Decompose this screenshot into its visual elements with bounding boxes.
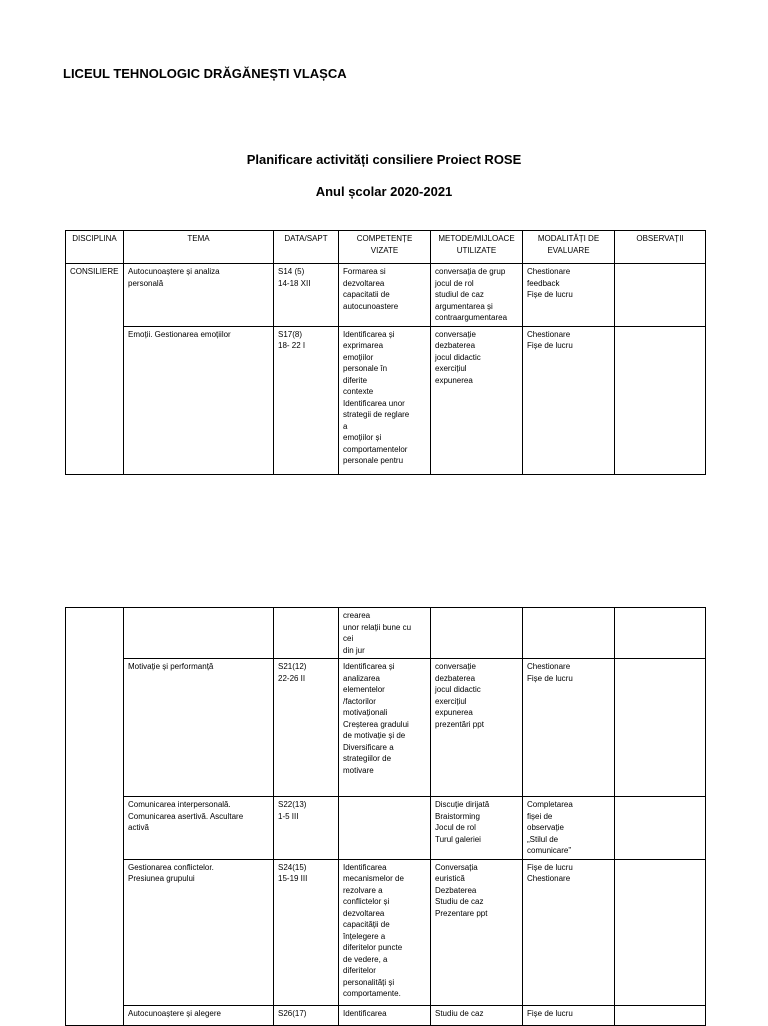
cell-line: dezbaterea — [435, 341, 476, 350]
cell-line: Identificarea și — [343, 329, 395, 339]
cell-line: Jocul de rol — [435, 823, 476, 832]
table-row — [66, 264, 706, 327]
col-header-data — [274, 231, 339, 264]
cell-evaluare — [523, 1005, 615, 1025]
cell-data — [274, 326, 339, 474]
cell-line: înțelegere a — [343, 931, 386, 941]
cell-line: exprimarea — [343, 341, 384, 350]
cell-line: Autocunoaștere și analiza — [128, 267, 220, 276]
cell-line: Turul galeriei — [435, 834, 481, 844]
cell-line: dezbaterea — [435, 673, 476, 683]
cell-evaluare — [523, 608, 615, 659]
cell-tema — [124, 264, 274, 327]
cell-line: a — [343, 421, 348, 431]
document-title: Planificare activități consiliere Proiect ROSE — [246, 152, 522, 167]
cell-line: METODE/MIJLOACE — [438, 234, 515, 243]
cell-competente — [339, 326, 431, 474]
cell-evaluare — [523, 859, 615, 1005]
cell-line: Emoții. Gestionarea emoțiilor — [128, 329, 231, 339]
cell-metode — [431, 797, 523, 860]
col-header-evaluare — [523, 231, 615, 264]
cell-line: personale pentru — [343, 456, 404, 465]
table-row — [66, 859, 706, 1005]
cell-data — [274, 797, 339, 860]
cell-line: Identificarea — [343, 1008, 387, 1018]
cell-line: 22-26 II — [278, 673, 306, 683]
cell-line: Identificarea — [343, 862, 387, 872]
cell-line: Fișe de lucru — [527, 1008, 573, 1018]
cell-line: S26(17) — [278, 1008, 307, 1018]
cell-line: unor relații bune cu — [343, 622, 412, 632]
cell-competente — [339, 797, 431, 860]
cell-line: motivare — [343, 765, 374, 775]
cell-observatii — [615, 797, 706, 860]
cell-data — [274, 608, 339, 659]
cell-line: Chestionare — [527, 874, 571, 883]
cell-line: Comunicarea asertivă. Ascultare — [128, 811, 244, 821]
cell-line: Chestionare — [527, 329, 571, 339]
cell-line: comunicare” — [527, 846, 572, 855]
cell-line: fișei de — [527, 811, 553, 821]
cell-line: strategii de reglare — [343, 410, 410, 419]
cell-line: euristică — [435, 874, 465, 883]
cell-line: studiul de caz — [435, 290, 484, 299]
cell-line: S22(13) — [278, 800, 307, 809]
cell-line: conflictelor și — [343, 897, 390, 906]
cell-tema — [124, 659, 274, 797]
cell-line: OBSERVAȚII — [636, 234, 684, 243]
cell-tema — [124, 608, 274, 659]
cell-line: jocul didactic — [435, 685, 481, 694]
cell-line: din jur — [343, 645, 365, 655]
cell-line: Comunicarea interpersonală. — [128, 800, 231, 809]
cell-line: diferitelor puncte — [343, 943, 403, 952]
cell-disciplina — [66, 859, 124, 1005]
cell-observatii — [615, 659, 706, 797]
cell-line: jocul didactic — [435, 352, 481, 362]
cell-disciplina — [66, 264, 124, 327]
cell-tema — [124, 797, 274, 860]
cell-evaluare — [523, 659, 615, 797]
cell-line: rezolvare a — [343, 885, 383, 895]
cell-line: Motivație și performanță — [128, 662, 214, 671]
cell-line: „Stilul de — [527, 834, 559, 844]
cell-competente — [339, 659, 431, 797]
cell-line: comportamente. — [343, 989, 401, 998]
cell-line: Fișe de lucru — [527, 290, 573, 299]
activities-table-page2 — [65, 607, 706, 1026]
cell-line: S24(15) — [278, 862, 307, 872]
col-header-observatii — [615, 231, 706, 264]
cell-line: Studiu de caz — [435, 1008, 484, 1018]
cell-line: de motivație și de — [343, 731, 406, 740]
cell-line: CONSILIERE — [70, 267, 119, 276]
cell-disciplina — [66, 326, 124, 474]
activities-table-page1 — [65, 230, 706, 475]
cell-line: VIZATE — [370, 245, 399, 255]
cell-line: personală — [128, 278, 164, 288]
cell-line: Presiunea grupului — [128, 874, 195, 883]
cell-line: diferite — [343, 375, 368, 385]
cell-evaluare — [523, 326, 615, 474]
cell-line: Braistorming — [435, 811, 480, 821]
cell-line: personalități și — [343, 977, 395, 987]
cell-disciplina — [66, 1005, 124, 1025]
cell-line: capacitatii de — [343, 290, 390, 299]
col-header-competente — [339, 231, 431, 264]
cell-line: observație — [527, 823, 564, 832]
cell-line: Identificarea și — [343, 662, 395, 671]
cell-line: COMPETENȚE — [356, 234, 413, 243]
cell-line: expunerea — [435, 375, 473, 385]
cell-line: activă — [128, 823, 149, 832]
cell-disciplina — [66, 608, 124, 659]
cell-evaluare — [523, 797, 615, 860]
cell-line: de vedere, a — [343, 954, 388, 964]
cell-line: elementelor — [343, 685, 385, 694]
cell-line: S14 (5) — [278, 267, 305, 276]
cell-tema — [124, 1005, 274, 1025]
cell-line: mecanismelor de — [343, 874, 404, 883]
cell-line: Gestionarea conflictelor. — [128, 862, 214, 872]
cell-line: conversație — [435, 329, 476, 339]
cell-data — [274, 264, 339, 327]
cell-line: expunerea — [435, 708, 473, 717]
cell-line: TEMA — [187, 234, 210, 243]
cell-line: conversație — [435, 662, 476, 671]
col-header-disciplina — [66, 231, 124, 264]
cell-line: Identificarea unor — [343, 398, 405, 408]
cell-line: Formarea si — [343, 267, 386, 276]
cell-line: 18- 22 I — [278, 341, 306, 350]
cell-competente — [339, 1005, 431, 1025]
cell-line: Autocunoaștere și alegere — [128, 1008, 221, 1018]
cell-metode — [431, 1005, 523, 1025]
cell-line: analizarea — [343, 673, 380, 683]
cell-line: DISCIPLINA — [72, 234, 117, 243]
cell-line: cei — [343, 634, 354, 643]
cell-line: motivaționali — [343, 708, 388, 717]
cell-line: Studiu de caz — [435, 897, 484, 906]
cell-data — [274, 859, 339, 1005]
cell-line: personale în — [343, 364, 388, 373]
cell-line: S17(8) — [278, 329, 303, 339]
table-row — [66, 326, 706, 474]
cell-competente — [339, 859, 431, 1005]
cell-line: Dezbaterea — [435, 885, 477, 895]
cell-line: prezentări ppt — [435, 719, 484, 729]
cell-line: feedback — [527, 278, 560, 288]
cell-metode — [431, 608, 523, 659]
cell-line: 14-18 XII — [278, 278, 311, 288]
cell-line: Conversația — [435, 862, 478, 872]
table-row — [66, 659, 706, 797]
cell-observatii — [615, 264, 706, 327]
cell-tema — [124, 859, 274, 1005]
cell-line: dezvoltarea — [343, 278, 385, 288]
cell-line: exercițiul — [435, 364, 467, 373]
cell-line: crearea — [343, 611, 371, 620]
cell-line: dezvoltarea — [343, 908, 385, 918]
cell-tema — [124, 326, 274, 474]
cell-line: Completarea — [527, 800, 573, 809]
cell-line: Chestionare — [527, 662, 571, 671]
cell-line: MODALITĂȚI DE — [537, 234, 600, 243]
cell-line: Diversificare a — [343, 742, 394, 752]
cell-line: capacității de — [343, 920, 390, 929]
cell-line: jocul de rol — [435, 278, 474, 288]
cell-observatii — [615, 859, 706, 1005]
table-row — [66, 608, 706, 659]
cell-line: comportamentelor — [343, 444, 408, 454]
cell-line: UTILIZATE — [456, 245, 497, 255]
cell-line: 1-5 III — [278, 811, 299, 821]
cell-line: S21(12) — [278, 662, 307, 671]
table-row — [66, 797, 706, 860]
cell-line: Discuție dirijată — [435, 800, 490, 809]
cell-line: contraargumentarea — [435, 313, 508, 322]
cell-line: Creșterea gradului — [343, 719, 409, 729]
col-header-metode — [431, 231, 523, 264]
cell-line: argumentarea și — [435, 301, 493, 311]
cell-line: emoțiilor — [343, 352, 374, 362]
table-row — [66, 1005, 706, 1025]
cell-data — [274, 659, 339, 797]
cell-line: Chestionare — [527, 267, 571, 276]
cell-line: Prezentare ppt — [435, 908, 488, 918]
school-year: Anul școlar 2020-2021 — [315, 184, 453, 199]
school-name: LICEUL TEHNOLOGIC DRĂGĂNEȘTI VLAȘCA — [63, 66, 347, 81]
cell-metode — [431, 659, 523, 797]
cell-line: strategiilor de — [343, 754, 392, 763]
cell-line: conversația de grup — [435, 267, 506, 276]
cell-observatii — [615, 326, 706, 474]
cell-competente — [339, 264, 431, 327]
cell-line: exercițiul — [435, 696, 467, 706]
cell-line: DATA/SAPT — [284, 234, 328, 243]
cell-metode — [431, 326, 523, 474]
cell-line: diferitelor — [343, 966, 376, 975]
cell-observatii — [615, 608, 706, 659]
cell-line: Fișe de lucru — [527, 673, 573, 683]
cell-line: contexte — [343, 387, 374, 396]
cell-line: emoțiilor și — [343, 433, 382, 442]
cell-line: /factorilor — [343, 696, 376, 706]
col-header-tema — [124, 231, 274, 264]
cell-disciplina — [66, 797, 124, 860]
cell-data — [274, 1005, 339, 1025]
cell-line: 15-19 III — [278, 874, 308, 883]
cell-observatii — [615, 1005, 706, 1025]
cell-metode — [431, 264, 523, 327]
cell-line: autocunoastere — [343, 301, 399, 311]
cell-line: EVALUARE — [547, 245, 590, 255]
cell-evaluare — [523, 264, 615, 327]
cell-competente — [339, 608, 431, 659]
cell-line: Fișe de lucru — [527, 862, 573, 872]
cell-metode — [431, 859, 523, 1005]
cell-line: Fișe de lucru — [527, 341, 573, 350]
cell-disciplina — [66, 659, 124, 797]
